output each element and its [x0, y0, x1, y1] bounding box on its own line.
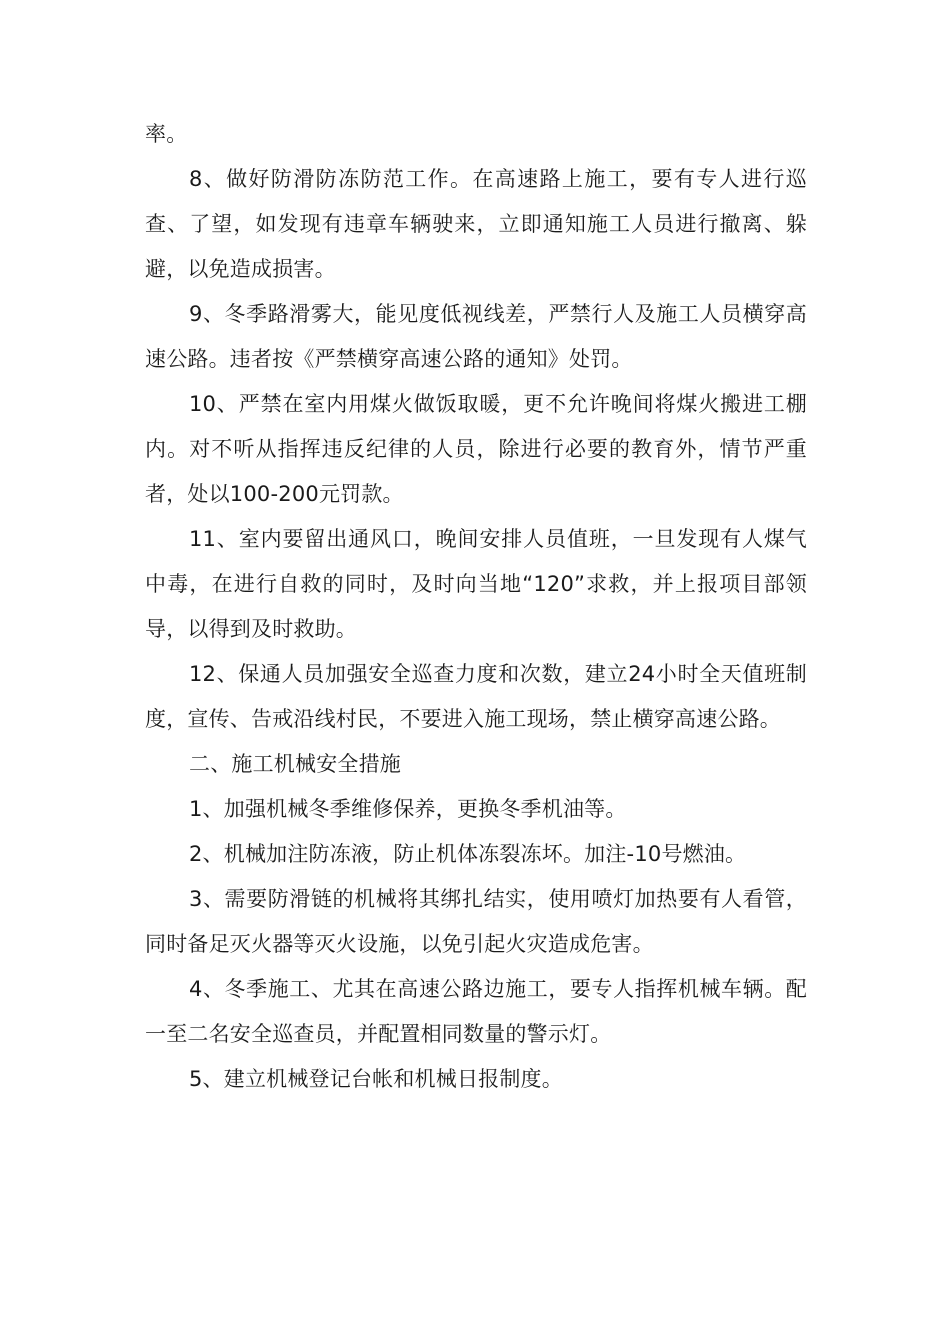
section-heading-machinery-safety: 二、施工机械安全措施 [189, 752, 401, 776]
paragraph-machinery-5: 5、建立机械登记台帐和机械日报制度。 [189, 1067, 563, 1091]
paragraph-machinery-3: 3、需要防滑链的机械将其绑扎结实，使用喷灯加热要有人看管，同时备足灭火器等灭火设施，以免引起火灾造成危害。 [145, 887, 807, 956]
paragraph-machinery-2: 2、机械加注防冻液，防止机体冻裂冻坏。加注-10号燃油。 [189, 842, 747, 866]
paragraph-machinery-4: 4、冬季施工、尤其在高速公路边施工，要专人指挥机械车辆。配一至二名安全巡查员，并配置相同数量的警示灯。 [145, 977, 807, 1046]
paragraph-item-12: 12、保通人员加强安全巡查力度和次数，建立24小时全天值班制度，宣传、告戒沿线村民，不要进入施工现场，禁止横穿高速公路。 [145, 662, 807, 731]
paragraph-item-9: 9、冬季路滑雾大，能见度低视线差，严禁行人及施工人员横穿高速公路。违者按《严禁横穿高速公路的通知》处罚。 [145, 302, 807, 371]
paragraph-item-8: 8、做好防滑防冻防范工作。在高速路上施工，要有专人进行巡查、了望，如发现有违章车辆驶来，立即通知施工人员进行撤离、躲避，以免造成损害。 [145, 167, 807, 281]
paragraph-machinery-1: 1、加强机械冬季维修保养，更换冬季机油等。 [189, 797, 627, 821]
paragraph-item-10: 10、严禁在室内用煤火做饭取暖，更不允许晚间将煤火搬进工棚内。对不听从指挥违反纪律的人员，除进行必要的教育外，情节严重者，处以100-200元罚款。 [145, 392, 807, 506]
document-body [145, 112, 807, 1102]
paragraph-continuation: 率。 [145, 122, 188, 146]
paragraph-item-11: 11、室内要留出通风口，晚间安排人员值班，一旦发现有人煤气中毒，在进行自救的同时，及时向当地“120”求救，并上报项目部领导，以得到及时救助。 [145, 527, 807, 641]
